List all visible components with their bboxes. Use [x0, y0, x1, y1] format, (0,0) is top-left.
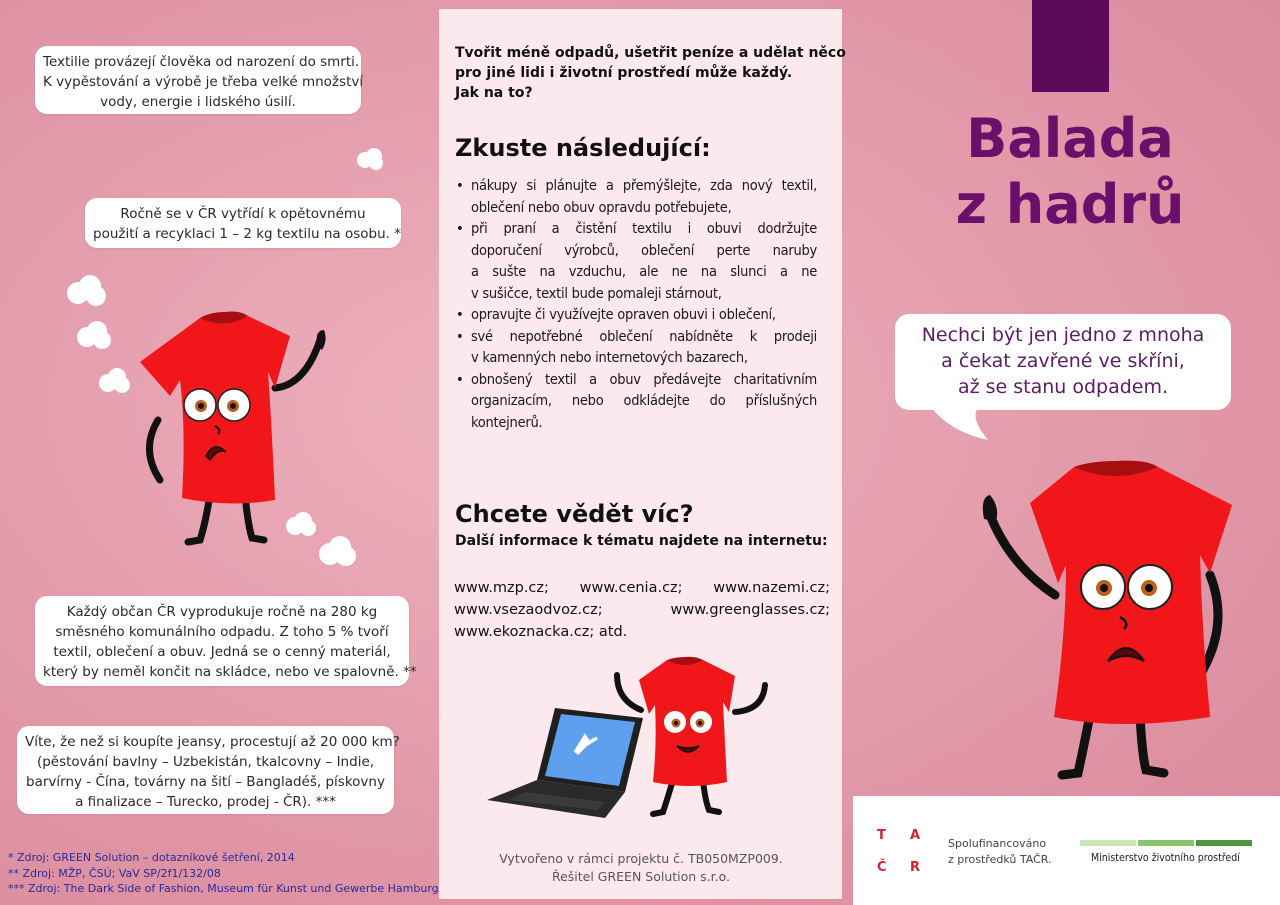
tacr-logo-letter: R — [910, 860, 921, 875]
red-tshirt-mascot-center — [605, 650, 775, 820]
tips-heading: Zkuste následující: — [455, 134, 711, 162]
tip-line: • nákupy si plánujte a přemýšlejte, zda nový textil, — [471, 178, 817, 194]
fact-line: Textilie provázejí člověka od narození do smrti. — [43, 54, 360, 70]
intro-line: Tvořit méně odpadů, ušetřit peníze a udělat něco — [455, 45, 846, 61]
speech-line: a čekat zavřené ve skříni, — [941, 350, 1185, 372]
tips-list — [455, 176, 817, 434]
footnote: * Zdroj: GREEN Solution – dotazníkové šetření, 2014 — [8, 851, 295, 864]
red-tshirt-mascot-right — [970, 455, 1250, 785]
fact-line: K vypěstování a výrobě je třeba velké množství — [43, 74, 364, 90]
fact-line: textil, oblečení a obuv. Jedná se o cenný materiál, — [53, 644, 391, 660]
fact-line: který by neměl končit na skládce, nebo ve spalovně. ** — [43, 664, 417, 680]
tip-line: • opravujte či využívejte opraven obuvi i oblečení, — [471, 307, 776, 323]
tacr-logo-letter: A — [910, 828, 921, 843]
footnote: *** Zdroj: The Dark Side of Fashion, Museum für Kunst und Gewerbe Hamburg — [8, 882, 439, 895]
red-tshirt-mascot-left — [130, 300, 340, 550]
fact-bubble-textiles — [35, 46, 364, 114]
fact-bubble-jeans — [17, 726, 400, 814]
title-line: z hadrů — [955, 173, 1185, 236]
cofin-line: Spolufinancováno — [948, 837, 1047, 850]
tacr-logo-letter: Č — [877, 860, 887, 875]
link-line[interactable]: www.ekoznacka.cz; atd. — [454, 624, 628, 640]
intro-text — [455, 43, 846, 103]
speech-line: Nechci být jen jedno z mnoha — [921, 324, 1205, 346]
tip-line: organizacím, nebo odkládejte do příslušných — [471, 393, 817, 409]
tip-item — [455, 305, 817, 327]
fact-line: vody, energie i lidského úsilí. — [100, 94, 296, 110]
speech-bubble-tail — [930, 406, 990, 442]
tip-line: v sušičce, textil bude pomaleji stárnout, — [471, 285, 722, 302]
tip-line: • své nepotřebné oblečení nabídněte k prodeji — [471, 328, 817, 345]
cloud-puff-icon — [98, 366, 134, 396]
brochure-title — [930, 106, 1210, 238]
project-credit — [442, 850, 840, 886]
intro-line: pro jiné lidi i životní prostředí může každý. — [455, 65, 793, 81]
title-line: Balada — [966, 107, 1174, 170]
link-line[interactable]: www.mzp.cz; www.cenia.cz; www.nazemi.cz; — [454, 580, 830, 596]
tip-line: a sušte na vzduchu, ale ne na slunci a ne — [471, 264, 817, 280]
ministry-logo-stripes — [1080, 840, 1252, 846]
fact-line: Každý občan ČR vyprodukuje ročně na 280 kg — [66, 604, 378, 620]
cloud-puff-icon — [66, 273, 110, 309]
more-info-heading: Chcete vědět víc? — [455, 500, 694, 528]
tip-item — [455, 370, 817, 435]
tip-item — [455, 219, 817, 305]
fact-bubble-waste — [35, 596, 417, 686]
more-info-subheading: Další informace k tématu najdete na internetu: — [455, 533, 828, 549]
intro-line: Jak na to? — [455, 85, 533, 101]
fact-line: Víte, že než si koupíte jeansy, procestují až 20 000 km? — [25, 734, 400, 750]
fact-line: Ročně se v ČR vytřídí k opětovnému — [120, 206, 366, 222]
tip-item — [455, 327, 817, 370]
tacr-logo-letter: T — [877, 828, 886, 843]
cloud-puff-icon — [76, 318, 116, 354]
web-links — [454, 577, 830, 643]
ministry-logo-text: Ministerstvo životního prostředí — [1091, 852, 1240, 864]
tip-line: • při praní a čistění textilu i obuvi dodržujte — [471, 221, 817, 237]
fact-line: a finalizace – Turecko, prodej - ČR). *** — [75, 794, 336, 810]
credit-line: Vytvořeno v rámci projektu č. TB050MZP009. — [499, 851, 783, 866]
mascot-speech-bubble — [895, 314, 1231, 410]
source-footnotes — [8, 850, 439, 897]
footnote: ** Zdroj: MŽP, ČSÚ; VaV SP/2f1/132/08 — [8, 866, 221, 880]
tip-line: doporučení výrobců, oblečení perte naruby — [471, 242, 817, 259]
fact-line: barvírny - Čína, továrny na šití – Bangladéš, pískovny — [26, 774, 385, 790]
partner-logo-bar — [853, 796, 1280, 905]
tip-line: oblečení nebo obuv opravdu potřebujete, — [471, 199, 732, 216]
cofin-line: z prostředků TAČR. — [948, 853, 1052, 866]
fact-line: (pěstování bavlny – Uzbekistán, tkalcovny – Indie, — [36, 754, 375, 770]
tip-line: kontejnerů. — [471, 414, 543, 431]
fact-line: použití a recyklaci 1 – 2 kg textilu na osobu. * — [93, 226, 402, 242]
fact-bubble-recycling — [85, 198, 401, 248]
tip-item — [455, 176, 817, 219]
title-accent-bar — [1032, 0, 1109, 92]
credit-line: Řešitel GREEN Solution s.r.o. — [551, 869, 731, 884]
cloud-puff-icon — [356, 146, 386, 172]
speech-line: až se stanu odpadem. — [957, 376, 1169, 398]
cofinancing-text — [948, 836, 1051, 868]
link-line[interactable]: www.vsezaodvoz.cz; www.greenglasses.cz; — [454, 602, 830, 618]
fact-line: směsného komunálního odpadu. Z toho 5 % tvoří — [55, 624, 389, 640]
tip-line: • obnošený textil a obuv předávejte charitativním — [471, 371, 817, 388]
tip-line: v kamenných nebo internetových bazarech, — [471, 350, 748, 366]
